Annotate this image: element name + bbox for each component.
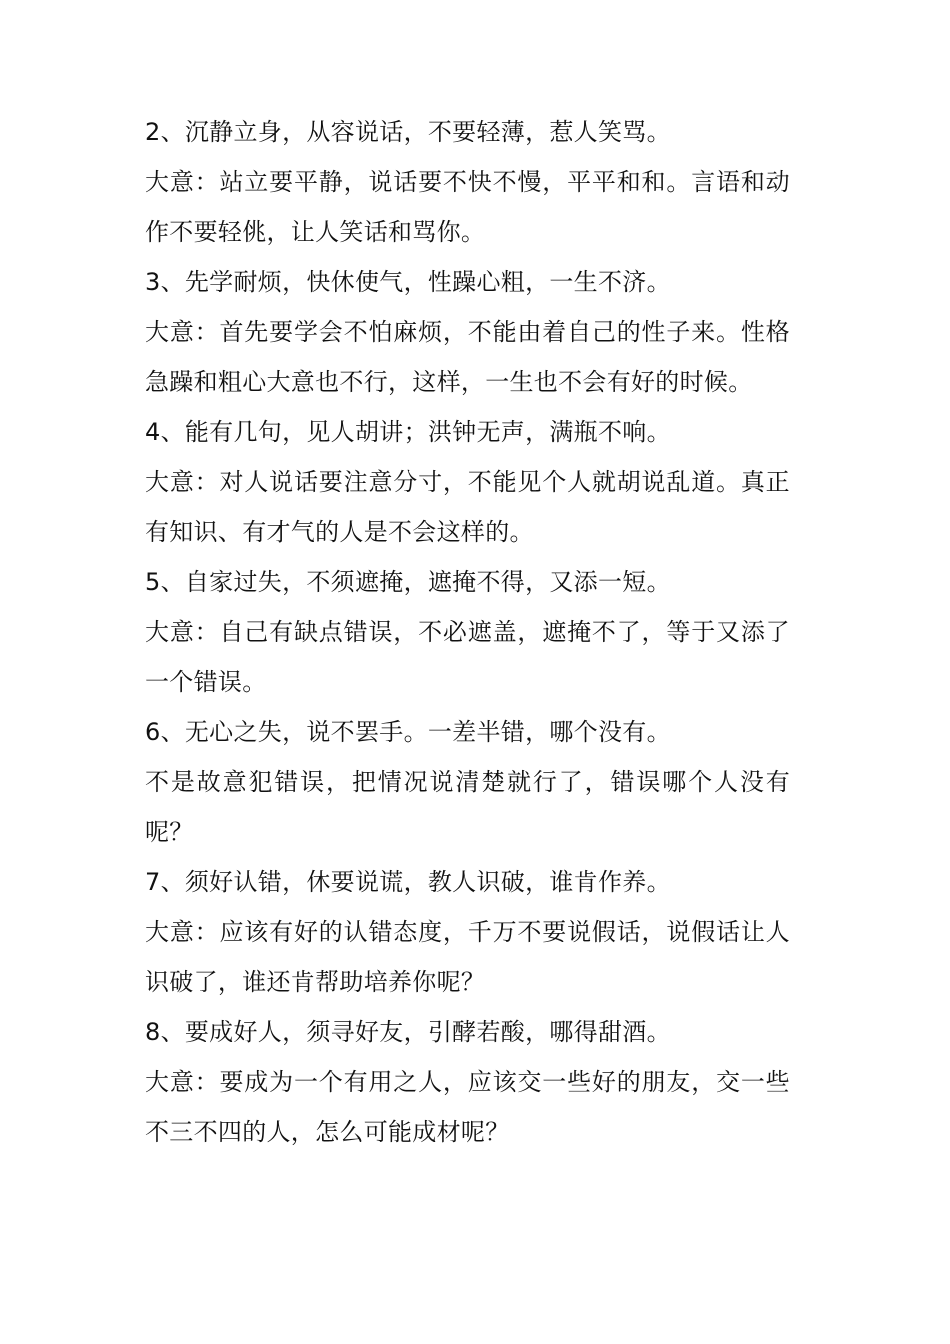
- verse-7: 7、须好认错，休要说谎，教人识破，谁肯作养。: [145, 868, 671, 896]
- verse-4: 4、能有几句，见人胡讲；洪钟无声，满瓶不响。: [145, 418, 671, 446]
- meaning-3: 大意：首先要学会不怕麻烦，不能由着自己的性子来。性格急躁和粗心大意也不行，这样，一生也不会有好的时候。: [145, 318, 790, 396]
- meaning-8: 大意：要成为一个有用之人，应该交一些好的朋友，交一些不三不四的人，怎么可能成材呢？: [145, 1068, 790, 1146]
- verse-3: 3、先学耐烦，快休使气，性躁心粗，一生不济。: [145, 268, 671, 296]
- meaning-2: 大意：站立要平静，说话要不快不慢，平平和和。言语和动作不要轻佻，让人笑话和骂你。: [145, 168, 790, 246]
- meaning-6: 不是故意犯错误，把情况说清楚就行了，错误哪个人没有呢？: [145, 768, 790, 846]
- verse-8: 8、要成好人，须寻好友，引酵若酸，哪得甜酒。: [145, 1018, 671, 1046]
- meaning-5: 大意：自己有缺点错误，不必遮盖，遮掩不了，等于又添了一个错误。: [145, 618, 790, 696]
- verse-6: 6、无心之失，说不罢手。一差半错，哪个没有。: [145, 718, 671, 746]
- meaning-4: 大意：对人说话要注意分寸，不能见个人就胡说乱道。真正有知识、有才气的人是不会这样的。: [145, 468, 790, 546]
- verse-2: 2、沉静立身，从容说话，不要轻薄，惹人笑骂。: [145, 118, 671, 146]
- document-body: [145, 107, 790, 1157]
- meaning-7: 大意：应该有好的认错态度，千万不要说假话，说假话让人识破了，谁还肯帮助培养你呢？: [145, 918, 790, 996]
- verse-5: 5、自家过失，不须遮掩，遮掩不得，又添一短。: [145, 568, 671, 596]
